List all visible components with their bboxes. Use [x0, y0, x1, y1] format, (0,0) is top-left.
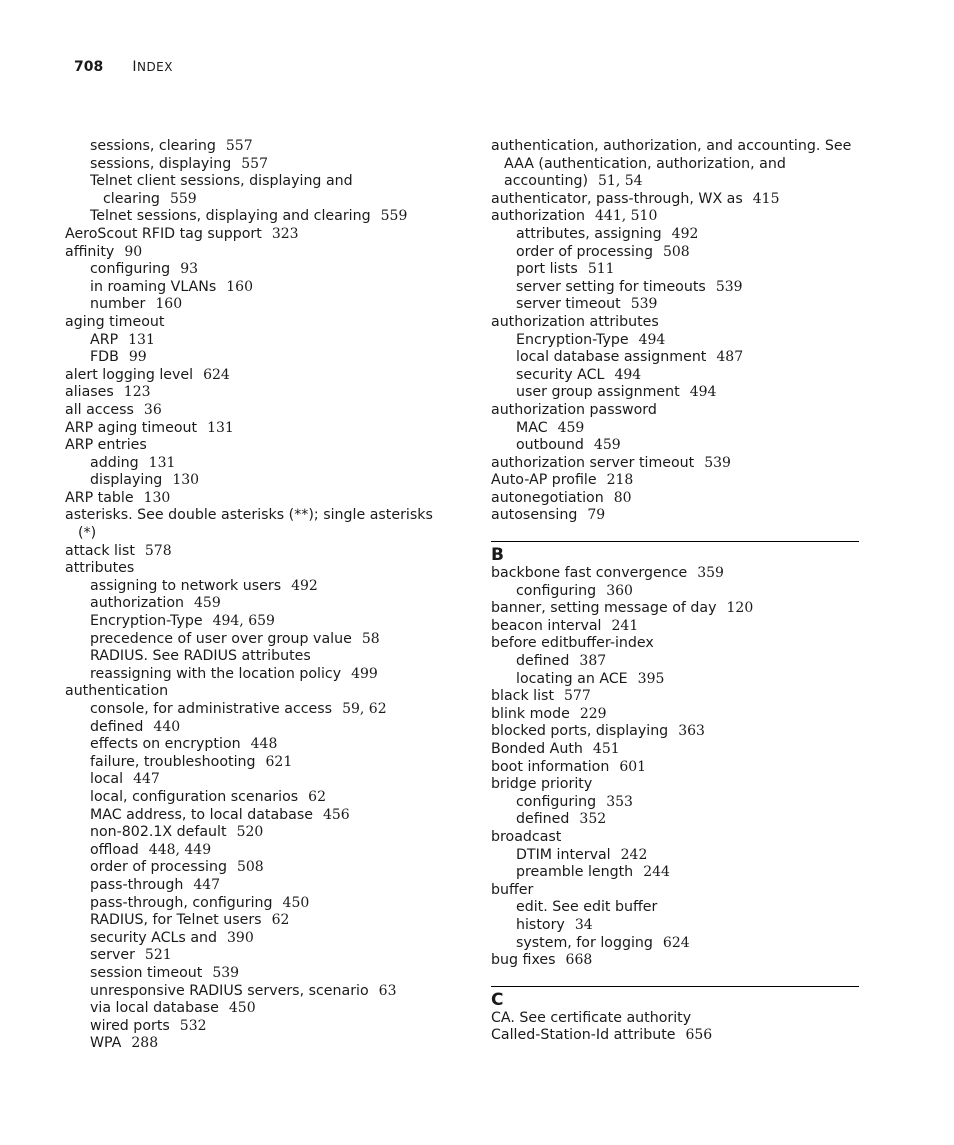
running-title [132, 60, 173, 74]
index-entry [491, 882, 859, 900]
index-entry [491, 723, 859, 741]
index-entry [491, 472, 859, 490]
entry-text: blocked ports, displaying [491, 723, 669, 740]
entry-text: system, for logging [516, 934, 653, 951]
entry-page-ref: 79 [587, 507, 606, 524]
index-subentry [65, 648, 450, 666]
index-entry [65, 560, 450, 578]
entry-page-ref: 51, 54 [598, 173, 643, 190]
entry-page-ref: 36 [143, 401, 162, 418]
entry-page-ref: 123 [123, 384, 151, 401]
entry-text: AeroScout RFID tag support [65, 225, 262, 242]
running-title-rest: NDEX [136, 60, 173, 74]
entry-text: authorization attributes [491, 313, 659, 330]
entry-text: asterisks. See double asterisks (**); single asterisks [65, 507, 433, 524]
entry-page-ref: 395 [637, 670, 665, 687]
entry-page-ref: 323 [271, 225, 299, 242]
index-entry [491, 1027, 859, 1045]
entry-page-ref: 447 [133, 771, 160, 788]
entry-page-ref: 120 [726, 600, 754, 617]
index-subentry [65, 156, 450, 174]
entry-page-ref: 242 [620, 846, 648, 863]
entry-page-ref: 621 [265, 753, 293, 770]
entry-page-ref: 494 [614, 366, 642, 383]
entry-text: broadcast [491, 828, 562, 845]
entry-page-ref: 492 [291, 577, 318, 594]
index-entry [65, 683, 450, 701]
index-subentry [65, 965, 450, 983]
index-subentry [491, 244, 859, 262]
entry-text: ARP table [65, 489, 134, 506]
entry-text: history [516, 916, 565, 933]
entry-page-ref: 520 [236, 824, 264, 841]
entry-text: local database assignment [516, 349, 707, 366]
index-entry [65, 314, 450, 332]
entry-page-ref: 539 [212, 964, 240, 981]
index-subentry [491, 794, 859, 812]
entry-page-ref: 450 [282, 894, 310, 911]
index-entry [65, 437, 450, 455]
entry-page-ref: 559 [380, 208, 408, 225]
index-entry [491, 759, 859, 777]
entry-page-ref: 244 [643, 864, 670, 881]
entry-text: ARP [90, 331, 119, 348]
index-entry [65, 226, 450, 244]
section-letter: C [491, 986, 859, 1010]
entry-page-ref: 624 [662, 934, 690, 951]
entry-page-ref: 450 [228, 1000, 256, 1017]
entry-text: black list [491, 688, 555, 705]
index-subentry [491, 349, 859, 367]
index-entry [491, 600, 859, 618]
entry-text: ARP aging timeout [65, 419, 198, 436]
entry-text: local [90, 771, 124, 788]
index-subentry [65, 349, 450, 367]
entry-text: via local database [90, 1000, 219, 1017]
entry-text: AAA (authentication, authorization, and [504, 155, 786, 172]
entry-text: WPA [90, 1035, 122, 1052]
index-entry [65, 384, 450, 402]
index-subentry [65, 842, 450, 860]
entry-page-ref: 160 [155, 296, 183, 313]
entry-text: accounting) [504, 173, 588, 190]
index-entry [491, 1010, 859, 1028]
index-entry [65, 543, 450, 561]
entry-page-ref: 80 [613, 489, 632, 506]
entry-text: order of processing [516, 243, 653, 260]
entry-text: edit. See edit buffer [516, 899, 658, 916]
entry-page-ref: 508 [662, 243, 690, 260]
index-subentry [65, 983, 450, 1001]
entry-page-ref: 539 [630, 296, 658, 313]
entry-text: affinity [65, 243, 115, 260]
entry-page-ref: 160 [226, 278, 253, 295]
index-entry [491, 191, 859, 209]
index-subentry [65, 173, 450, 191]
entry-page-ref: 448 [250, 736, 278, 753]
entry-page-ref: 456 [322, 806, 350, 823]
running-header [74, 56, 173, 75]
entry-text: unresponsive RADIUS servers, scenario [90, 982, 369, 999]
entry-text: boot information [491, 758, 610, 775]
entry-page-ref: 353 [606, 793, 633, 810]
index-subentry [65, 666, 450, 684]
entry-text: adding [90, 454, 139, 471]
entry-page-ref: 492 [671, 225, 699, 242]
entry-page-ref: 494 [638, 331, 666, 348]
index-subentry [65, 296, 450, 314]
entry-page-ref: 601 [619, 758, 647, 775]
index-subentry [65, 191, 450, 209]
index-subentry [491, 226, 859, 244]
index-subentry [65, 912, 450, 930]
entry-page-ref: 90 [124, 243, 143, 260]
entry-page-ref: 441, 510 [595, 208, 658, 225]
entry-text: RADIUS. See RADIUS attributes [90, 648, 311, 665]
entry-page-ref: 539 [704, 454, 731, 471]
entry-text: outbound [516, 437, 584, 454]
entry-page-ref: 499 [351, 665, 378, 682]
index-subentry [491, 332, 859, 350]
entry-page-ref: 63 [378, 982, 397, 999]
index-subentry [491, 935, 859, 953]
entry-text: server [90, 947, 135, 964]
entry-text: Called-Station-Id attribute [491, 1027, 676, 1044]
index-subentry [491, 811, 859, 829]
index-entry [491, 208, 859, 226]
entry-page-ref: 578 [144, 542, 172, 559]
entry-text: server setting for timeouts [516, 278, 706, 295]
entry-page-ref: 288 [131, 1035, 159, 1052]
entry-text: Encryption-Type [90, 613, 203, 630]
index-subentry [491, 847, 859, 865]
entry-text: aliases [65, 384, 114, 401]
entry-text: before editbuffer-index [491, 635, 654, 652]
entry-page-ref: 559 [169, 190, 197, 207]
entry-text: assigning to network users [90, 577, 282, 594]
entry-text: precedence of user over group value [90, 630, 352, 647]
index-column-right [491, 138, 859, 1045]
entry-text: authenticator, pass-through, WX as [491, 190, 743, 207]
entry-text: non-802.1X default [90, 824, 227, 841]
entry-text: authentication, authorization, and accounting. See [491, 138, 852, 154]
entry-text: Auto-AP profile [491, 472, 597, 489]
index-entry [491, 706, 859, 724]
entry-text: FDB [90, 349, 119, 366]
entry-page-ref: 459 [557, 419, 585, 436]
entry-text: beacon interval [491, 617, 602, 634]
entry-page-ref: 557 [241, 155, 268, 172]
entry-text: (*) [78, 525, 97, 542]
entry-text: Telnet client sessions, displaying and [90, 173, 353, 190]
entry-text: blink mode [491, 705, 570, 722]
entry-text: authorization password [491, 401, 657, 418]
entry-page-ref: 130 [172, 472, 200, 489]
entry-page-ref: 624 [203, 366, 230, 383]
index-subentry [65, 771, 450, 789]
entry-page-ref: 511 [587, 261, 615, 278]
index-entry [491, 402, 859, 420]
entry-page-ref: 487 [716, 349, 744, 366]
index-subentry [491, 583, 859, 601]
entry-text: CA. See certificate authority [491, 1009, 692, 1026]
entry-page-ref: 130 [143, 489, 171, 506]
entry-page-ref: 93 [180, 261, 199, 278]
index-entry [65, 367, 450, 385]
index-entry [491, 314, 859, 332]
entry-page-ref: 352 [579, 811, 607, 828]
index-entry [491, 138, 859, 156]
entry-text: alert logging level [65, 366, 194, 383]
entry-page-ref: 131 [148, 454, 176, 471]
entry-text: authorization server timeout [491, 454, 695, 471]
entry-text: in roaming VLANs [90, 278, 217, 295]
entry-text: configuring [516, 793, 597, 810]
entry-page-ref: 59, 62 [342, 701, 387, 717]
entry-text: wired ports [90, 1017, 170, 1034]
index-subentry [65, 578, 450, 596]
index-entry [491, 156, 859, 174]
entry-text: attack list [65, 542, 135, 559]
entry-text: number [90, 296, 146, 313]
entry-page-ref: 508 [236, 859, 264, 876]
section-gap [491, 970, 859, 986]
entry-text: reassigning with the location policy [90, 665, 342, 682]
entry-page-ref: 390 [227, 929, 254, 946]
entry-text: server timeout [516, 296, 621, 313]
index-subentry [491, 384, 859, 402]
index-entry [491, 776, 859, 794]
entry-text: banner, setting message of day [491, 600, 717, 617]
index-subentry [65, 472, 450, 490]
index-entry [65, 507, 450, 525]
entry-text: configuring [90, 261, 171, 278]
entry-text: offload [90, 841, 139, 858]
index-entry [491, 618, 859, 636]
index-subentry [65, 138, 450, 156]
index-entry [491, 688, 859, 706]
entry-text: security ACL [516, 366, 605, 383]
entry-text: authorization [491, 208, 586, 225]
entry-text: authorization [90, 595, 185, 612]
entry-page-ref: 668 [565, 952, 593, 969]
entry-text: defined [90, 718, 144, 735]
entry-text: security ACLs and [90, 929, 218, 946]
index-subentry [491, 296, 859, 314]
entry-page-ref: 447 [193, 876, 221, 893]
entry-text: authentication [65, 683, 169, 700]
index-column-left [65, 138, 450, 1053]
entry-text: preamble length [516, 864, 634, 881]
entry-text: displaying [90, 472, 163, 489]
entry-text: ARP entries [65, 437, 147, 454]
index-subentry [491, 279, 859, 297]
entry-text: port lists [516, 261, 578, 278]
entry-page-ref: 58 [361, 630, 380, 647]
index-entry [65, 525, 450, 543]
index-entry [65, 244, 450, 262]
entry-page-ref: 218 [606, 472, 634, 489]
entry-text: failure, troubleshooting [90, 753, 256, 770]
entry-text: RADIUS, for Telnet users [90, 912, 262, 929]
entry-text: console, for administrative access [90, 701, 333, 717]
entry-page-ref: 360 [606, 582, 633, 599]
entry-text: autosensing [491, 507, 578, 524]
entry-text: sessions, clearing [90, 138, 216, 154]
index-subentry [65, 1018, 450, 1036]
entry-page-ref: 557 [225, 138, 253, 154]
index-subentry [65, 719, 450, 737]
index-subentry [65, 859, 450, 877]
entry-text: Telnet sessions, displaying and clearing [90, 208, 371, 225]
entry-page-ref: 539 [715, 278, 743, 295]
entry-text: attributes, assigning [516, 225, 662, 242]
entry-text: MAC [516, 419, 548, 436]
entry-text: Bonded Auth [491, 741, 583, 757]
section-letter: B [491, 541, 859, 565]
entry-text: locating an ACE [516, 670, 628, 687]
index-subentry [491, 261, 859, 279]
entry-page-ref: 62 [308, 788, 326, 805]
entry-text: autonegotiation [491, 489, 604, 506]
index-subentry [65, 824, 450, 842]
index-subentry [65, 947, 450, 965]
entry-page-ref: 459 [593, 437, 621, 454]
index-subentry [65, 736, 450, 754]
index-subentry [65, 877, 450, 895]
index-entry [491, 952, 859, 970]
entry-page-ref: 656 [685, 1027, 713, 1044]
index-entry [491, 829, 859, 847]
entry-page-ref: 440 [153, 718, 181, 735]
index-entry [491, 173, 859, 191]
entry-page-ref: 99 [128, 349, 147, 366]
section-gap [491, 525, 859, 541]
index-subentry [65, 895, 450, 913]
index-entry [65, 402, 450, 420]
entry-page-ref: 451 [592, 741, 620, 757]
index-subentry [491, 367, 859, 385]
index-subentry [65, 1035, 450, 1053]
entry-text: clearing [103, 190, 160, 207]
entry-page-ref: 229 [579, 705, 607, 722]
entry-text: aging timeout [65, 313, 165, 330]
index-subentry [65, 613, 450, 631]
index-entry [491, 455, 859, 473]
index-entry [491, 741, 859, 759]
index-subentry [65, 261, 450, 279]
page-number: 708 [74, 59, 104, 75]
index-subentry [65, 789, 450, 807]
entry-text: all access [65, 401, 134, 418]
entry-text: local, configuration scenarios [90, 788, 299, 805]
entry-text: pass-through, configuring [90, 894, 273, 911]
entry-page-ref: 448, 449 [148, 841, 212, 858]
index-subentry [65, 1000, 450, 1018]
entry-page-ref: 532 [179, 1017, 207, 1034]
entry-page-ref: 131 [128, 331, 155, 348]
entry-page-ref: 494, 659 [212, 613, 275, 630]
entry-text: session timeout [90, 964, 203, 981]
index-subentry [65, 455, 450, 473]
entry-text: sessions, displaying [90, 155, 232, 172]
index-subentry [65, 930, 450, 948]
entry-text: Encryption-Type [516, 331, 629, 348]
entry-text: backbone fast convergence [491, 565, 688, 582]
entry-page-ref: 359 [697, 565, 724, 582]
index-subentry [491, 437, 859, 455]
entry-text: bug fixes [491, 952, 556, 969]
index-entry [65, 420, 450, 438]
index-subentry [65, 595, 450, 613]
index-entry [491, 635, 859, 653]
entry-text: attributes [65, 560, 135, 577]
entry-page-ref: 131 [207, 419, 234, 436]
entry-text: MAC address, to local database [90, 806, 313, 823]
entry-page-ref: 62 [271, 912, 290, 929]
entry-page-ref: 521 [144, 947, 172, 964]
index-subentry [65, 701, 450, 719]
running-title-initial: I [132, 59, 137, 75]
index-subentry [491, 899, 859, 917]
entry-text: pass-through [90, 876, 184, 893]
entry-page-ref: 387 [579, 653, 607, 670]
index-subentry [65, 631, 450, 649]
entry-text: defined [516, 653, 570, 670]
index-subentry [491, 917, 859, 935]
index-subentry [491, 420, 859, 438]
entry-text: effects on encryption [90, 736, 241, 753]
entry-page-ref: 241 [611, 617, 639, 634]
entry-text: bridge priority [491, 776, 593, 793]
index-subentry [65, 807, 450, 825]
index-subentry [65, 208, 450, 226]
index-subentry [491, 671, 859, 689]
entry-text: user group assignment [516, 384, 680, 401]
entry-page-ref: 415 [752, 190, 780, 207]
entry-page-ref: 494 [689, 384, 717, 401]
index-subentry [65, 332, 450, 350]
entry-text: defined [516, 811, 570, 828]
entry-page-ref: 363 [678, 723, 705, 740]
entry-text: DTIM interval [516, 846, 611, 863]
entry-page-ref: 34 [574, 916, 593, 933]
entry-page-ref: 459 [194, 595, 221, 612]
index-subentry [491, 864, 859, 882]
entry-text: configuring [516, 582, 597, 599]
index-subentry [491, 653, 859, 671]
entry-text: buffer [491, 881, 534, 898]
index-subentry [65, 754, 450, 772]
index-entry [491, 565, 859, 583]
index-entry [491, 490, 859, 508]
index-entry [65, 490, 450, 508]
entry-page-ref: 577 [564, 688, 591, 705]
entry-text: order of processing [90, 859, 227, 876]
index-subentry [65, 279, 450, 297]
index-entry [491, 507, 859, 525]
